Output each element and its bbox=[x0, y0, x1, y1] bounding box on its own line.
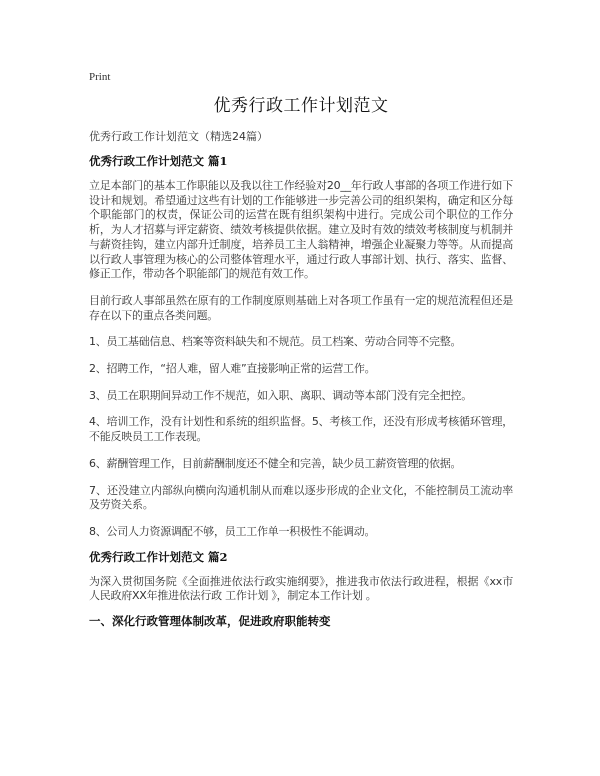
list-item: 4、培训工作，没有计划性和系统的组织监督。5、考核工作，还没有形成考核循环管理，不能反映员工工作表现。 bbox=[89, 415, 513, 444]
document-subtitle: 优秀行政工作计划范文（精选24篇） bbox=[89, 130, 268, 143]
paragraph: 为深入贯彻国务院《全面推进依法行政实施纲要》，推进我市依法行政进程，根据《xx市人民政府XX年推进依法行政 工作计划 》，制定本工作计划 。 bbox=[89, 574, 513, 603]
list-item: 2、招聘工作，“招人难，留人难”直接影响正常的运营工作。 bbox=[89, 362, 376, 376]
print-link[interactable]: Print bbox=[89, 71, 111, 83]
section-heading: 一、深化行政管理体制改革，促进政府职能转变 bbox=[89, 614, 331, 629]
page-title: 优秀行政工作计划范文 bbox=[213, 96, 389, 116]
list-item: 3、员工在职期间异动工作不规范，如入职、离职、调动等本部门没有完全把控。 bbox=[89, 388, 472, 402]
document-page bbox=[89, 66, 513, 629]
list-item: 6、薪酬管理工作，目前薪酬制度还不健全和完善，缺少员工薪资管理的依据。 bbox=[89, 456, 462, 470]
list-item: 7、还没建立内部纵向横向沟通机制从而难以逐步形成的企业文化，不能控制员工流动率及劳资关系。 bbox=[89, 483, 513, 512]
section-2 bbox=[89, 549, 513, 604]
section-1 bbox=[89, 153, 513, 540]
section-heading: 优秀行政工作计划范文 篇2 bbox=[89, 549, 228, 564]
section-3 bbox=[89, 613, 513, 629]
list-item: 8、公司人力资源调配不够，员工工作单一积极性不能调动。 bbox=[89, 524, 376, 538]
paragraph: 目前行政人事部虽然在原有的工作制度原则基础上对各项工作虽有一定的规范流程但还是存在以下的重点各类问题。 bbox=[89, 293, 513, 322]
paragraph: 立足本部门的基本工作职能以及我以往工作经验对20__年行政人事部的各项工作进行如下设计和规划。希望通过这些有计划的工作能够进一步完善公司的组织架构，确定和区分每个职能部门的权责，保证公司的运营在既有组织架构中进行。完成公司个职位的工作分析，为人才招募与评定薪资、绩效考核提供依据。建立及时有效的绩效考核制度与机制并与薪资挂钩，建立内部升迁制度，培养员工主人翁精神，增强企业凝聚力等等。从而提高以行政人事管理为核心的公司整体管理水平，通过行政人事部计划、执行、落实、监督、修正工作，带动各个职能部门的规范有效工作。 bbox=[89, 179, 513, 281]
section-heading: 优秀行政工作计划范文 篇1 bbox=[89, 154, 228, 168]
list-item: 1、员工基础信息、档案等资料缺失和不规范。员工档案、劳动合同等不完整。 bbox=[89, 335, 462, 349]
